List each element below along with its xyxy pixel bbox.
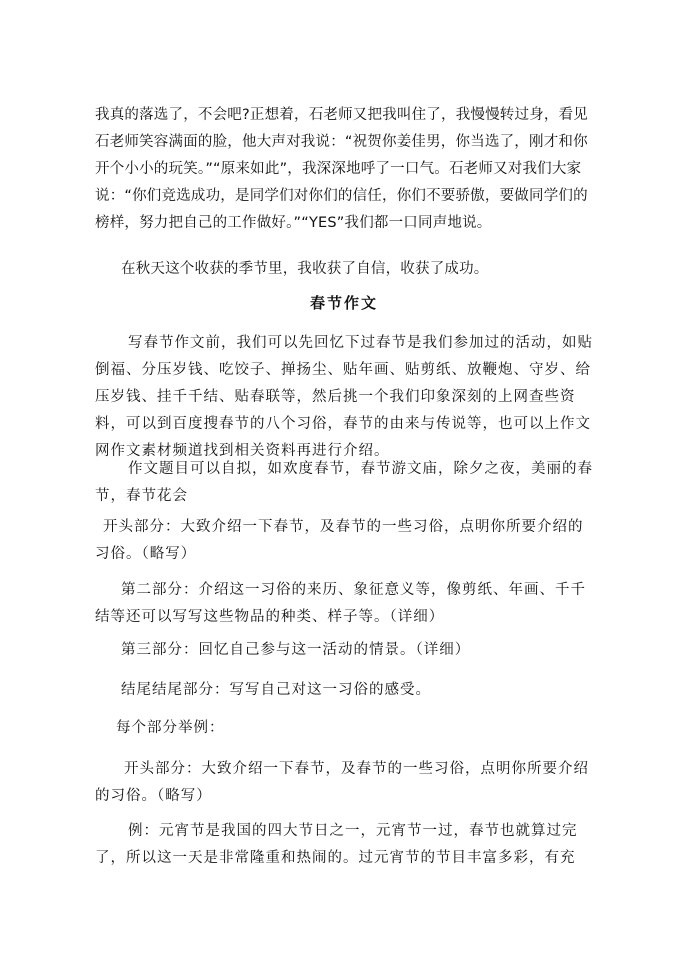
paragraph-third-part: 第三部分：回忆自己参与这一活动的情景。（详细）	[121, 642, 471, 658]
paragraph-example-text: 例：元宵节是我国的四大节日之一，元宵节一过，春节也就算过完了，所以这一天是非常隆重和热闹的。过元宵节的节目丰富多彩，有充	[95, 823, 578, 866]
section-title: 春节作文	[309, 294, 378, 312]
paragraph-topics: 作文题目可以自拟，如欢度春节，春节游文庙，除夕之夜，美丽的春节，春节花会	[95, 461, 593, 504]
paragraph-opening-example: 开头部分：大致介绍一下春节，及春节的一些习俗，点明你所要介绍的习俗。（略写）	[95, 761, 589, 804]
paragraph-examples-heading: 每个部分举例：	[116, 720, 225, 736]
paragraph-ending-part: 结尾结尾部分：写写自己对这一习俗的感受。	[121, 682, 431, 698]
paragraph-intro: 写春节作文前，我们可以先回忆下过春节是我们参加过的活动，如贴倒福、分压岁钱、吃饺子、掸扬尘、贴年画、贴剪纸、放鞭炮、守岁、给压岁钱、挂千千结、贴春联等，然后挑一个我们印象深刻的上网查些资料，可以到百度搜春节的八个习俗，春节的由来与传说等，也可以上作文网作文素材频道找到相关资料再进行介绍。	[95, 335, 593, 459]
paragraph-opening-part: 开头部分：大致介绍一下春节，及春节的一些习俗，点明你所要介绍的习俗。（略写）	[95, 519, 584, 562]
paragraph-second-part: 第二部分：介绍这一习俗的来历、象征意义等，像剪纸、年画、千千结等还可以写写这些物品的种类、样子等。（详细）	[95, 582, 586, 625]
paragraph-harvest: 在秋天这个收获的季节里，我收获了自信，收获了成功。	[121, 261, 489, 277]
paragraph-story-ending: 我真的落选了，不会吧?正想着，石老师又把我叫住了，我慢慢转过身，看见石老师笑容满面的脸，他大声对我说：“祝贺你姜佳男，你当选了，刚才和你开个小小的玩笑。”“原来如此”，我深深地呼了一口气。石老师又对我们大家说：“你们竞选成功，是同学们对你们的信任，你们不要骄傲，要做同学们的榜样，努力把自己的工作做好。”“YES”我们都一口同声地说。	[95, 107, 588, 231]
